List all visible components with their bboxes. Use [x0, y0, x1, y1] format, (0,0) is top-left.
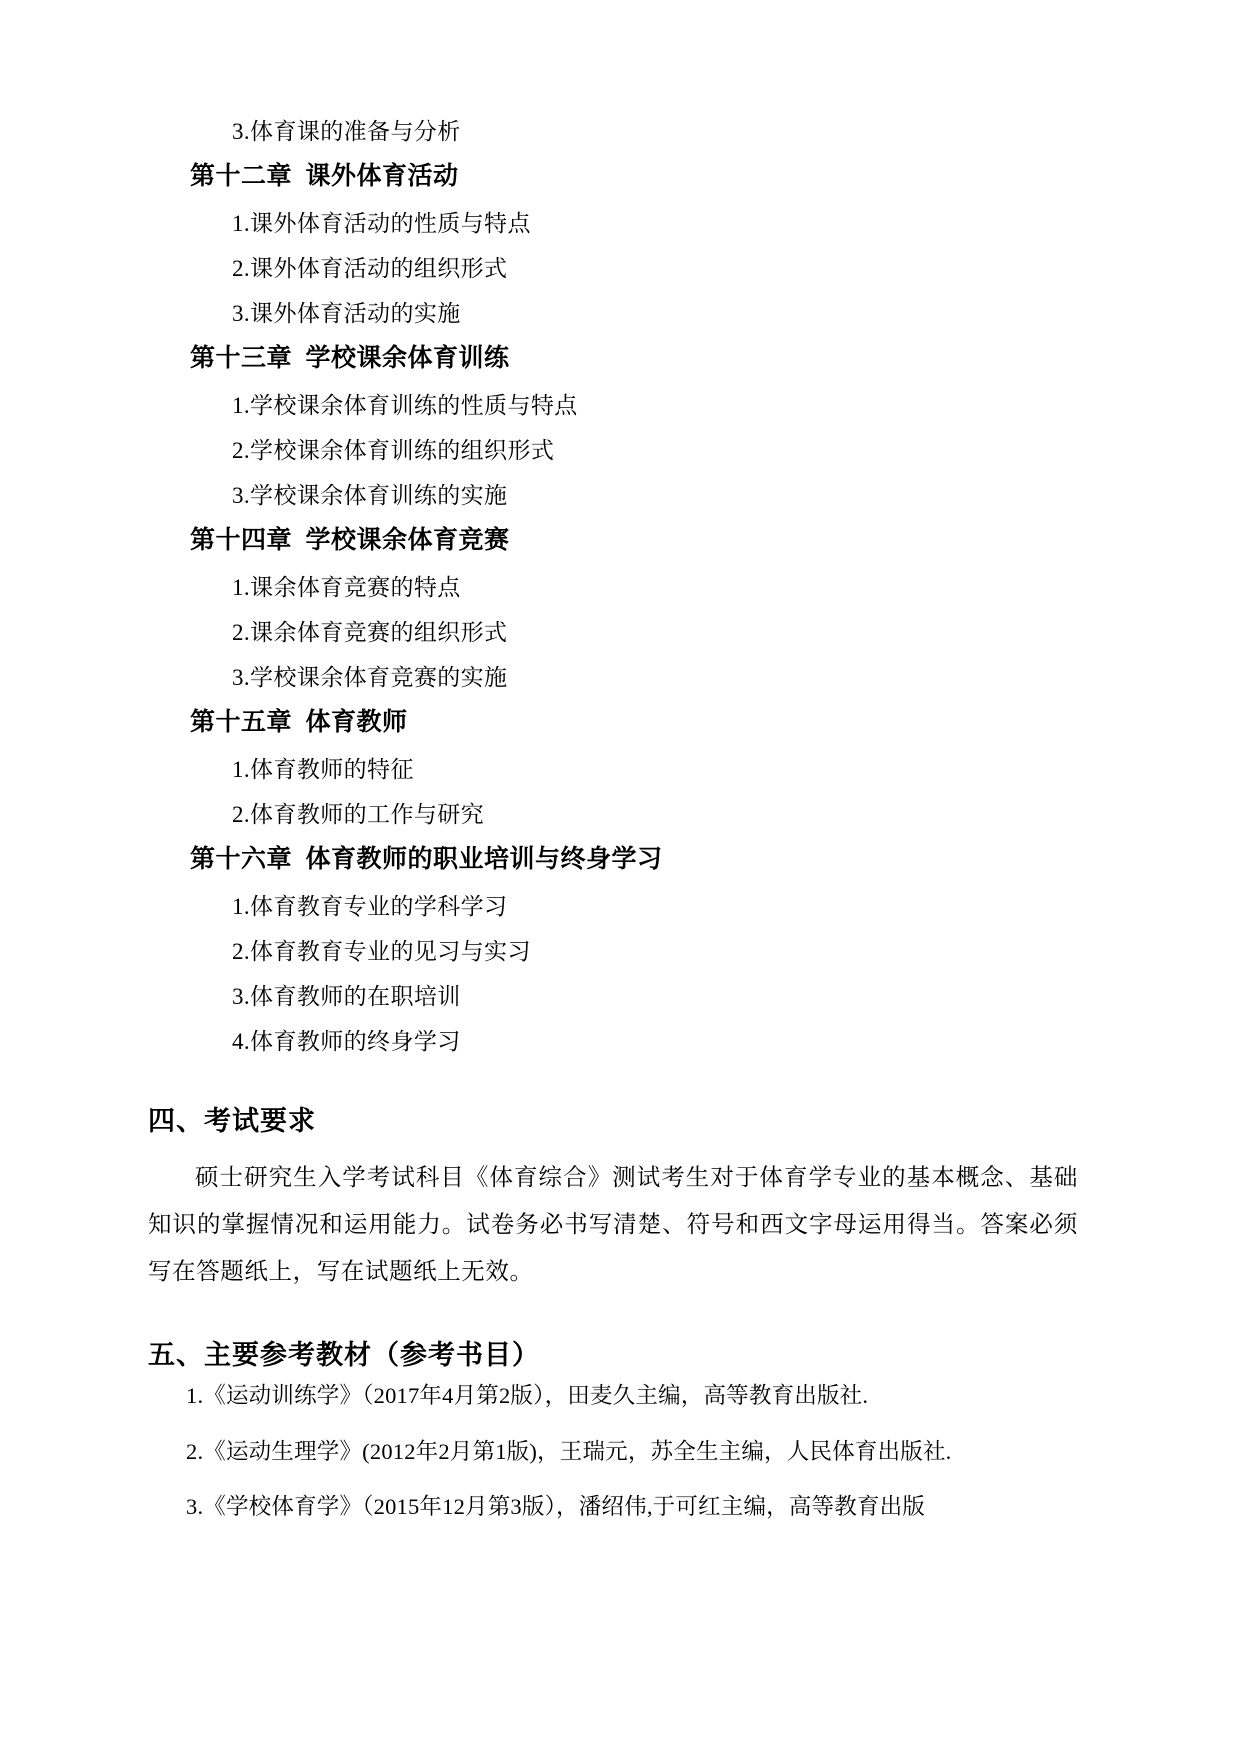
syllabus-outline: [148, 0, 1108, 1064]
reference-list-item: 3.《学校体育学》（2015年12月第3版），潘绍伟,于可红主编，高等教育出版: [186, 1494, 926, 1519]
reference-list: [148, 1369, 1108, 1519]
outline-sub-item: 1.学校课余体育训练的性质与特点: [232, 393, 578, 418]
reference-list-item: 1.《运动训练学》（2017年4月第2版），田麦久主编，高等教育出版社.: [186, 1383, 869, 1408]
reference-list-item: 2.《运动生理学》(2012年2月第1版)，王瑞元，苏全生主编，人民体育出版社.: [186, 1438, 952, 1464]
outline-sub-item: 2.课外体育活动的组织形式: [232, 256, 508, 281]
outline-sub-item: 3.学校课余体育训练的实施: [232, 483, 508, 508]
section-heading-exam-requirements: 四、考试要求: [148, 1106, 316, 1136]
outline-sub-item: 2.体育教育专业的见习与实习: [232, 939, 531, 964]
outline-chapter-title: 第十二章 课外体育活动: [190, 163, 459, 190]
outline-chapter-title: 第十六章 体育教师的职业培训与终身学习: [190, 846, 663, 873]
outline-sub-item: 1.体育教育专业的学科学习: [232, 894, 508, 919]
outline-sub-item: 3.体育课的准备与分析: [232, 119, 461, 144]
reference-materials-section: [148, 1342, 1108, 1519]
page-content: [148, 0, 1108, 1552]
outline-sub-item: 1.课余体育竞赛的特点: [232, 575, 461, 600]
outline-sub-item: 2.学校课余体育训练的组织形式: [232, 438, 555, 463]
outline-chapter-title: 第十四章 学校课余体育竞赛: [190, 527, 510, 554]
section-heading-reference-materials: 五、主要参考教材（参考书目）: [148, 1340, 540, 1370]
outline-sub-item: 3.体育教师的在职培训: [232, 984, 461, 1009]
outline-sub-item: 2.课余体育竞赛的组织形式: [232, 620, 508, 645]
outline-sub-item: 2.体育教师的工作与研究: [232, 802, 485, 827]
outline-sub-item: 1.体育教师的特征: [232, 757, 414, 782]
exam-requirements-section: [148, 1108, 1108, 1296]
outline-sub-item: 4.体育教师的终身学习: [232, 1029, 461, 1054]
outline-sub-item: 1.课外体育活动的性质与特点: [232, 211, 531, 236]
outline-sub-item: 3.学校课余体育竞赛的实施: [232, 665, 508, 690]
outline-sub-item: 3.课外体育活动的实施: [232, 301, 461, 326]
outline-chapter-title: 第十五章 体育教师: [190, 709, 408, 736]
exam-requirements-paragraph: 硕士研究生入学考试科目《体育综合》测试考生对于体育学专业的基本概念、基础知识的掌握情况和运用能力。试卷务必书写清楚、符号和西文字母运用得当。答案必须写在答题纸上，写在试题纸上无效。: [148, 1165, 1078, 1285]
outline-chapter-title: 第十三章 学校课余体育训练: [190, 345, 510, 372]
